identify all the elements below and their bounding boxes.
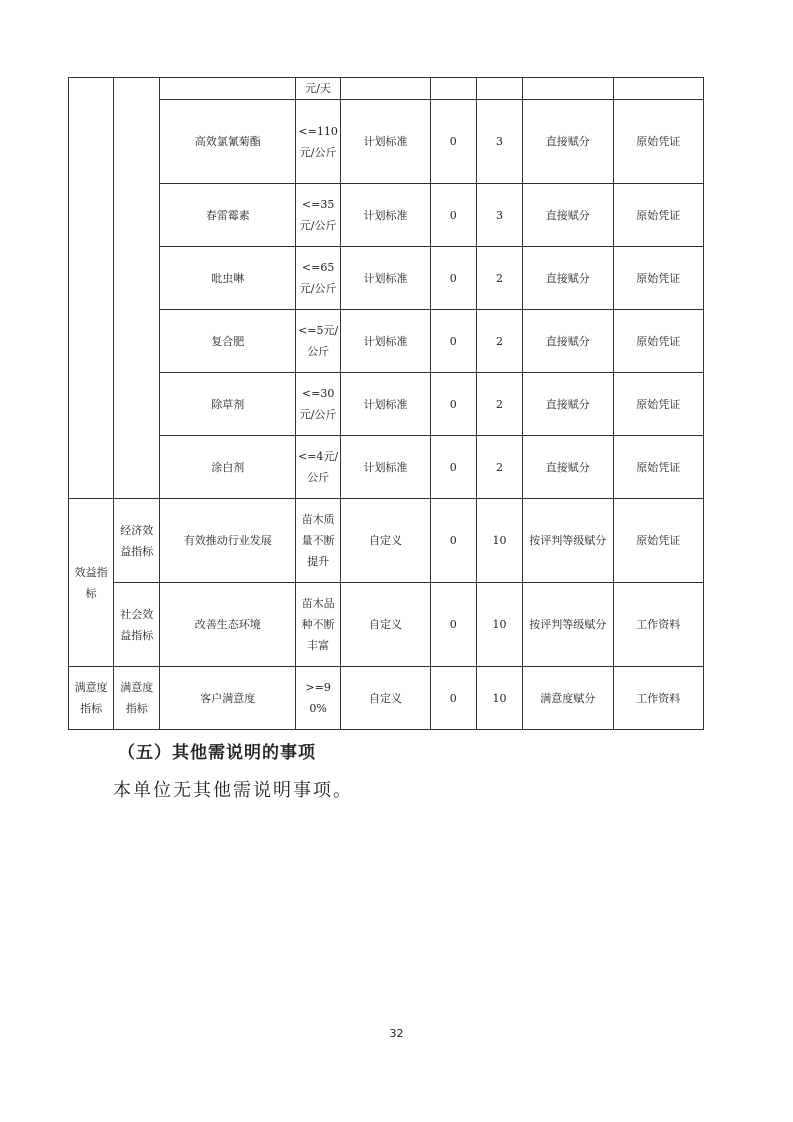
category-cell-empty: [69, 78, 114, 499]
indicator-name-cell: 涂白剂: [160, 436, 296, 499]
body-paragraph: 本单位无其他需说明事项。: [113, 780, 353, 801]
table-row: [69, 247, 704, 310]
method-cell: 直接赋分: [523, 436, 613, 499]
nature-cell: 计划标准: [341, 247, 430, 310]
table-row: [69, 583, 704, 667]
indicator-name-cell: 复合肥: [160, 310, 296, 373]
standard-cell: <=110元/公斤: [296, 100, 341, 184]
table-row: [69, 100, 704, 184]
min-cell: 0: [430, 583, 476, 667]
source-cell: 原始凭证: [613, 499, 704, 583]
weight-cell: 10: [476, 583, 522, 667]
nature-cell: 计划标准: [341, 310, 430, 373]
method-cell: [523, 78, 613, 100]
min-cell: 0: [430, 499, 476, 583]
source-cell: 工作资料: [613, 667, 704, 730]
indicator-name-cell: 吡虫啉: [160, 247, 296, 310]
min-cell: 0: [430, 310, 476, 373]
section-title: （五）其他需说明的事项: [118, 743, 316, 763]
method-cell: 直接赋分: [523, 247, 613, 310]
table-row: [69, 310, 704, 373]
source-cell: 原始凭证: [613, 310, 704, 373]
subcategory-cell: 社会效益指标: [114, 583, 160, 667]
nature-cell: [341, 78, 430, 100]
min-cell: 0: [430, 184, 476, 247]
min-cell: 0: [430, 247, 476, 310]
weight-cell: 10: [476, 499, 522, 583]
method-cell: 直接赋分: [523, 373, 613, 436]
min-cell: 0: [430, 100, 476, 184]
table-row: [69, 499, 704, 583]
source-cell: 原始凭证: [613, 373, 704, 436]
source-cell: [613, 78, 704, 100]
subcategory-cell: 满意度指标: [114, 667, 160, 730]
method-cell: 直接赋分: [523, 100, 613, 184]
min-cell: 0: [430, 373, 476, 436]
weight-cell: 3: [476, 184, 522, 247]
min-cell: 0: [430, 436, 476, 499]
weight-cell: 2: [476, 310, 522, 373]
source-cell: 原始凭证: [613, 436, 704, 499]
indicator-name-cell: 客户满意度: [160, 667, 296, 730]
standard-cell: <=35元/公斤: [296, 184, 341, 247]
indicator-name-cell: 高效氯氰菊酯: [160, 100, 296, 184]
standard-cell: <=5元/公斤: [296, 310, 341, 373]
nature-cell: 自定义: [341, 667, 430, 730]
table-row: [69, 184, 704, 247]
method-cell: 直接赋分: [523, 184, 613, 247]
weight-cell: 3: [476, 100, 522, 184]
weight-cell: 2: [476, 247, 522, 310]
table-row: [69, 667, 704, 730]
standard-cell: <=30元/公斤: [296, 373, 341, 436]
standard-cell: <=65元/公斤: [296, 247, 341, 310]
standard-cell: <=4元/公斤: [296, 436, 341, 499]
method-cell: 按评判等级赋分: [523, 499, 613, 583]
standard-cell: >=90%: [296, 667, 341, 730]
source-cell: 原始凭证: [613, 247, 704, 310]
nature-cell: 计划标准: [341, 100, 430, 184]
nature-cell: 计划标准: [341, 373, 430, 436]
table-row: [69, 78, 704, 100]
satisfaction-category-cell: 满意度指标: [69, 667, 114, 730]
nature-cell: 自定义: [341, 583, 430, 667]
nature-cell: 自定义: [341, 499, 430, 583]
indicator-name-cell: 除草剂: [160, 373, 296, 436]
source-cell: 工作资料: [613, 583, 704, 667]
method-cell: 满意度赋分: [523, 667, 613, 730]
subcategory-cell-empty: [114, 78, 160, 499]
indicator-name-cell: 改善生态环境: [160, 583, 296, 667]
weight-cell: 10: [476, 667, 522, 730]
indicator-name-cell: [160, 78, 296, 100]
method-cell: 按评判等级赋分: [523, 583, 613, 667]
standard-cell: 元/天: [296, 78, 341, 100]
nature-cell: 计划标准: [341, 184, 430, 247]
source-cell: 原始凭证: [613, 184, 704, 247]
subcategory-cell: 经济效益指标: [114, 499, 160, 583]
standard-cell: 苗木品种不断丰富: [296, 583, 341, 667]
benefit-category-cell: 效益指标: [69, 499, 114, 667]
weight-cell: [476, 78, 522, 100]
table-row: [69, 436, 704, 499]
weight-cell: 2: [476, 373, 522, 436]
source-cell: 原始凭证: [613, 100, 704, 184]
table-row: [69, 373, 704, 436]
indicator-name-cell: 有效推动行业发展: [160, 499, 296, 583]
performance-indicator-table: [68, 77, 704, 730]
min-cell: [430, 78, 476, 100]
min-cell: 0: [430, 667, 476, 730]
nature-cell: 计划标准: [341, 436, 430, 499]
indicator-name-cell: 春雷霉素: [160, 184, 296, 247]
page-number: 32: [389, 1027, 404, 1040]
method-cell: 直接赋分: [523, 310, 613, 373]
weight-cell: 2: [476, 436, 522, 499]
standard-cell: 苗木质量不断提升: [296, 499, 341, 583]
